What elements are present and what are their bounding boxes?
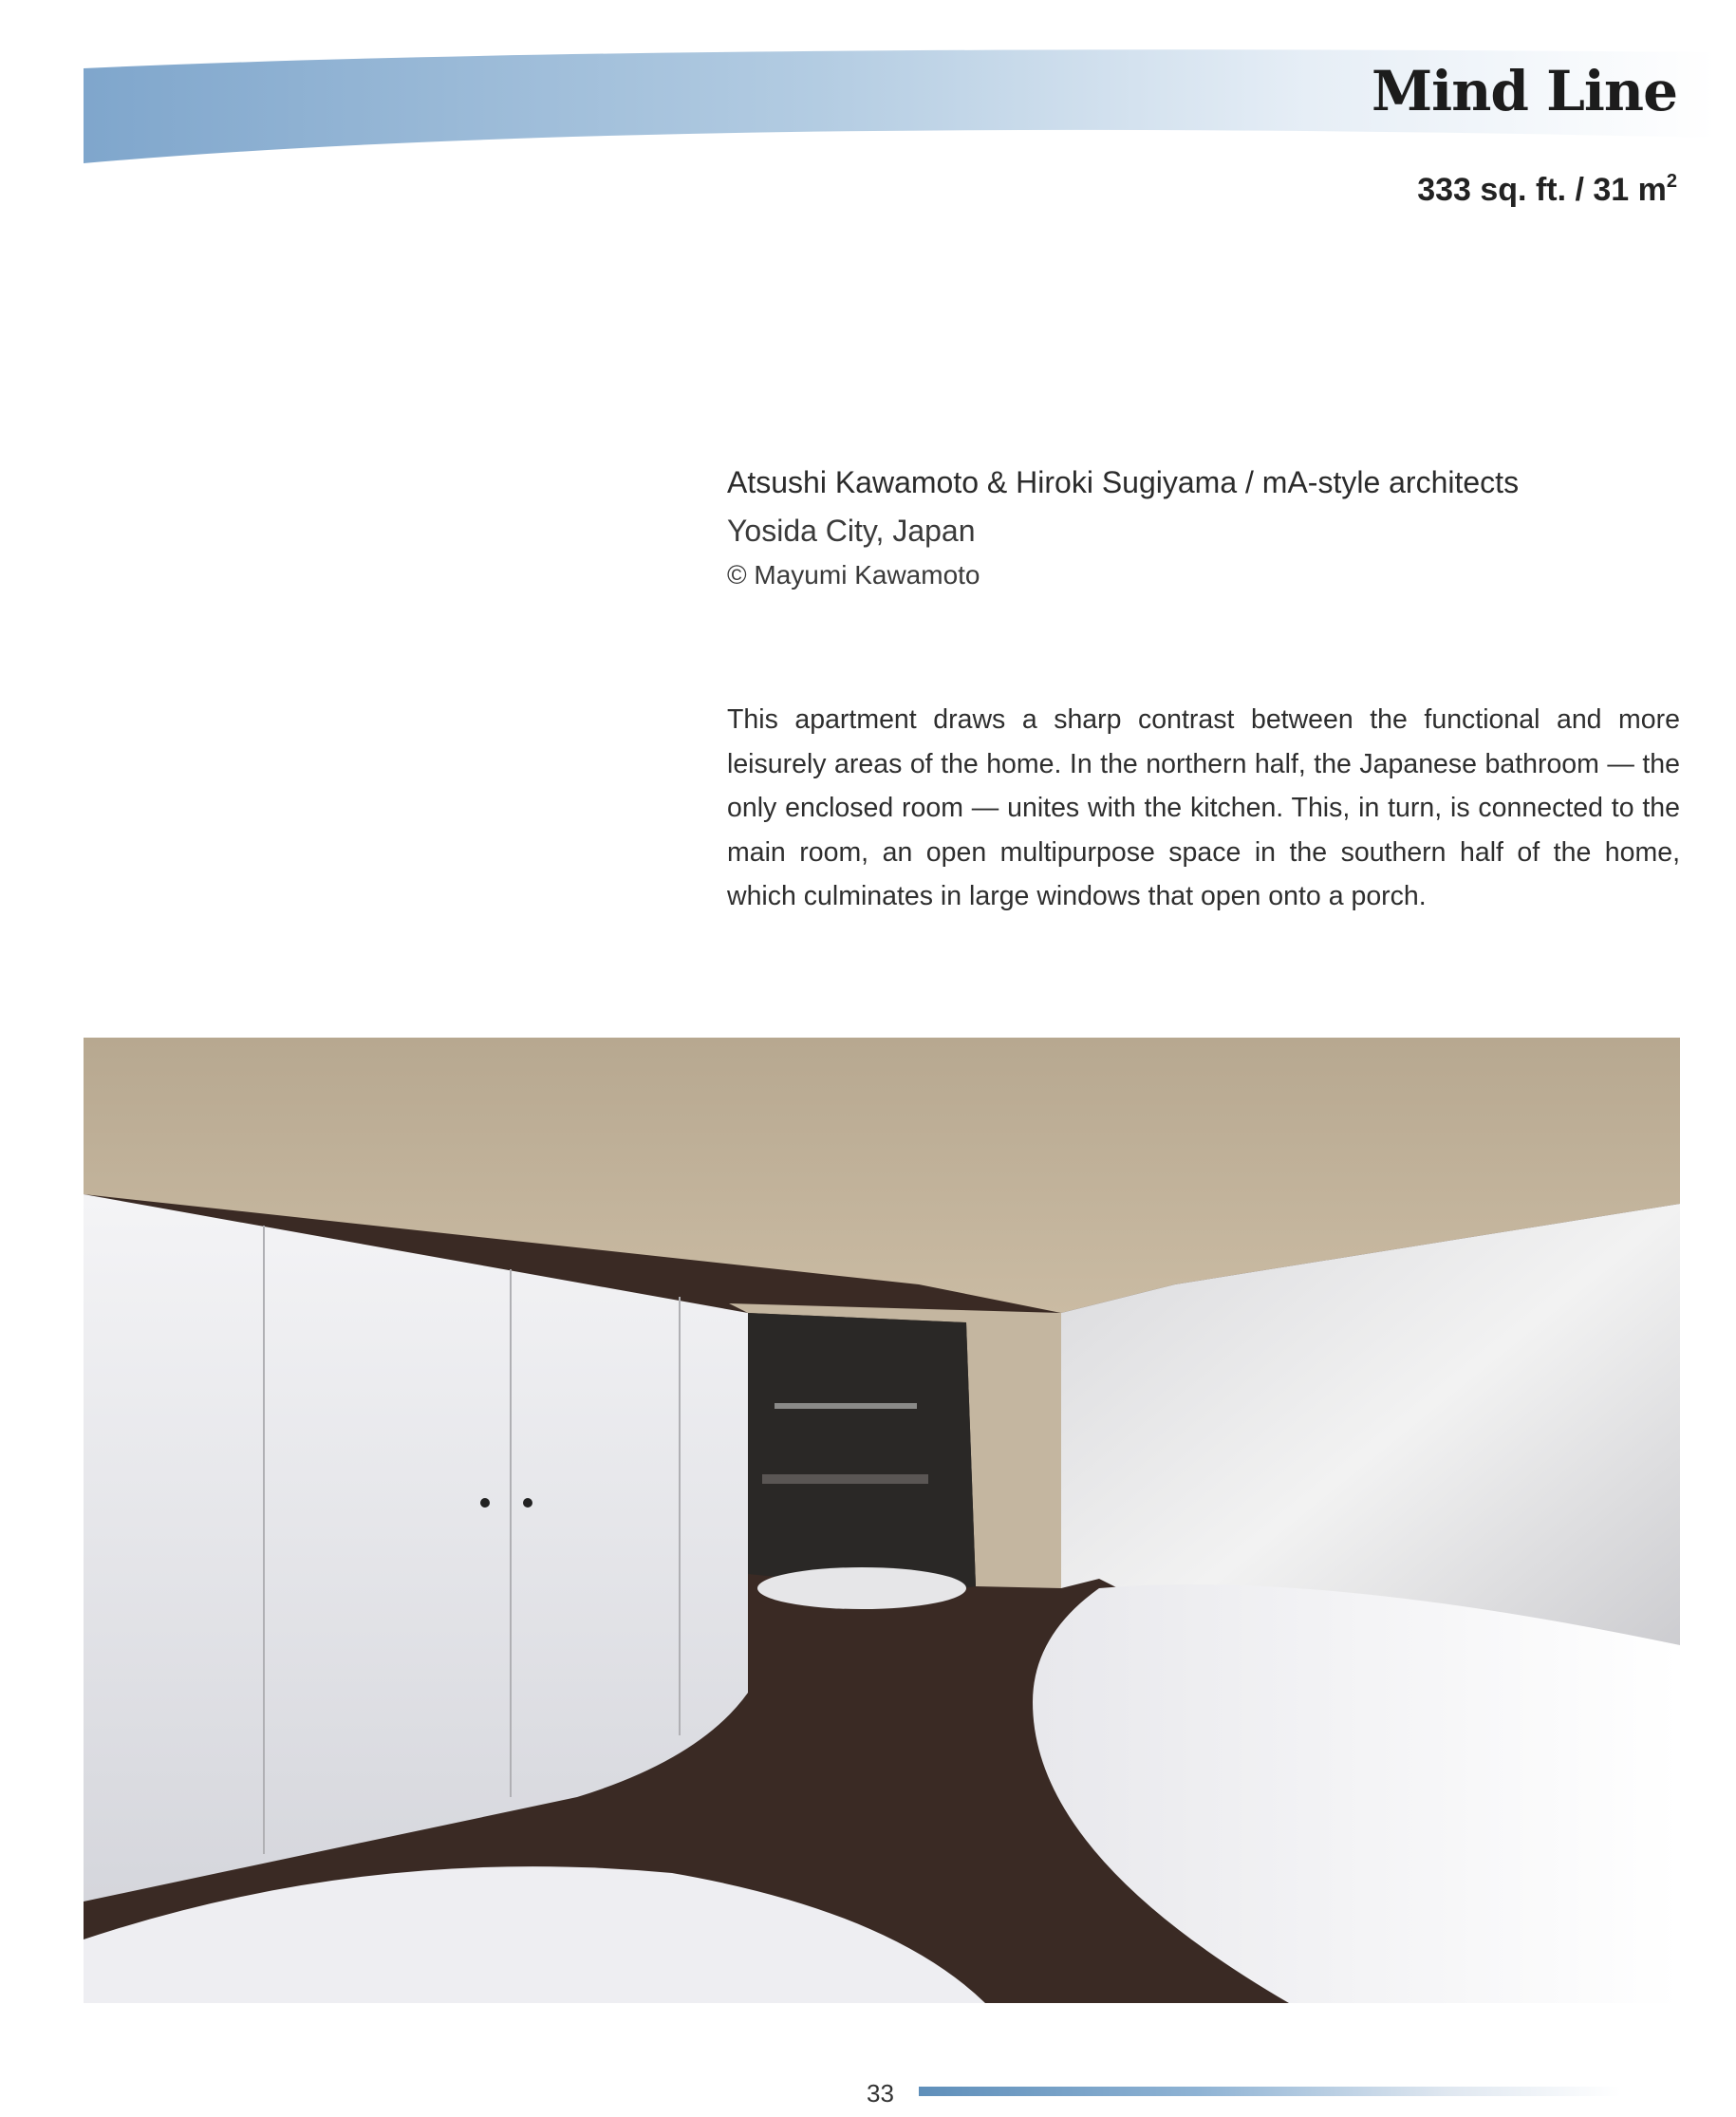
area-text: 333 sq. ft. / 31 m — [1417, 172, 1667, 208]
area-size — [1417, 171, 1677, 209]
architects: Atsushi Kawamoto & Hiroki Sugiyama / mA-style architects — [727, 465, 1520, 499]
page-number: 33 — [867, 2079, 894, 2108]
credits — [727, 465, 1676, 590]
location: Yosida City, Japan — [727, 514, 976, 548]
description: This apartment draws a sharp contrast between the functional and more leisurely areas of the home. In the northern half, the Japanese bathroom — the only enclosed room — unites with the kitchen. This, in turn, is connected to the main room, an open multipurpose space in the southern half of the home, which culminates in large windows that open onto a porch. — [727, 704, 1680, 911]
page-title: Mind Line — [1371, 59, 1677, 123]
footer-bar — [919, 2087, 1621, 2096]
interior-photo — [84, 1038, 1680, 2003]
photo-credit: © Mayumi Kawamoto — [727, 560, 980, 590]
interior-photo-illustration — [84, 1038, 1680, 2003]
area-superscript: 2 — [1666, 171, 1677, 192]
